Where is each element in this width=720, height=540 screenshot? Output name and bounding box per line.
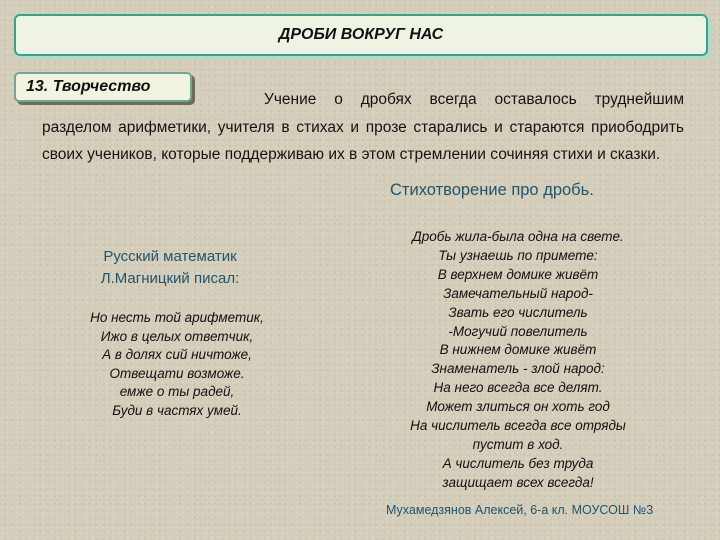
verse-line: емже о ты радей, (119, 384, 235, 400)
title-bar (14, 14, 708, 56)
section-label: 13. Творчество (26, 78, 151, 95)
slide-title: ДРОБИ ВОКРУГ НАС (278, 26, 444, 43)
verse-line: А в долях сий ничтоже, (102, 347, 252, 363)
poem-line: -Могучий повелитель (448, 323, 588, 339)
poem-line: Знаменатель - злой народ: (431, 361, 605, 377)
poem-line: Дробь жила-была одна на свете. (412, 229, 624, 244)
verse-line: Буди в частях умей. (112, 402, 242, 418)
poem-line: А числитель без труда (442, 455, 594, 471)
magnitsky-heading-line: Л.Магницкий писал: (100, 270, 240, 287)
intro-paragraph: Учение о дробях всегда оставалось труднейшим разделом арифметики, учителя в стихах и прозе старались и стараются приободрить своих учеников, которые поддерживаю их в этом стремлении сочиняя стихи и сказки. (42, 91, 684, 163)
poem-line: Замечательный народ- (443, 285, 593, 301)
poem-line: В нижнем домике живёт (439, 342, 597, 358)
magnitsky-verse (52, 309, 302, 421)
fraction-poem (382, 228, 654, 493)
poem-line: В верхнем домике живёт (437, 266, 599, 282)
poem-line: Может злиться он хоть год (426, 399, 610, 415)
verse-line: Ижо в целых ответчик, (100, 328, 254, 344)
poem-title: Стихотворение про дробь. (390, 181, 594, 199)
poem-line: На него всегда все делят. (433, 380, 603, 396)
verse-line: Отвещати возможе. (109, 365, 245, 381)
author-signature: Мухамедзянов Алексей, 6-а кл. МОУСОШ №3 (386, 503, 654, 517)
poem-line: пустит в ход. (472, 436, 564, 452)
poem-line: Ты узнаешь по примете: (438, 247, 598, 263)
verse-line: Но несть той арифметик, (90, 310, 264, 325)
magnitsky-heading-line: Русский математик (103, 248, 237, 265)
magnitsky-heading (60, 246, 280, 290)
poem-line: защищает всех всегда! (442, 474, 594, 490)
poem-line: Звать его числитель (448, 304, 588, 320)
poem-line: На числитель всегда все отряды (410, 418, 626, 434)
